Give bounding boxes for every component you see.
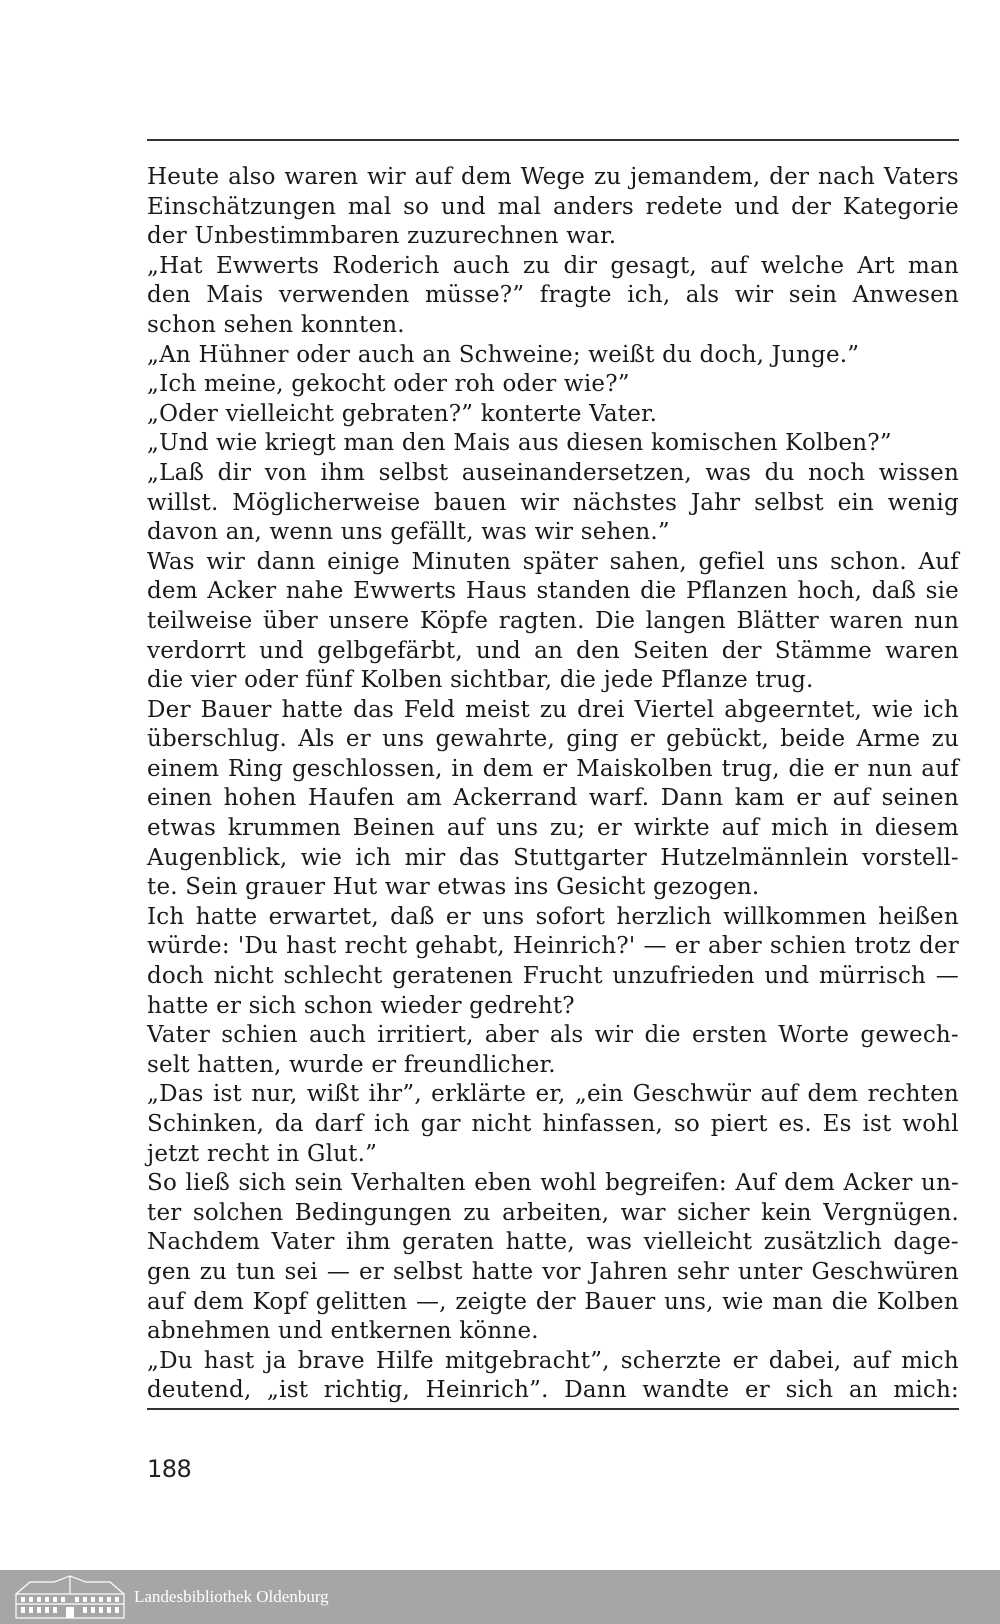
text-line: einen hohen Haufen am Ackerrand warf. Dann kam er auf seinen	[147, 785, 959, 812]
text-line: die vier oder fünf Kolben sichtbar, die jede Pflanze trug.	[147, 667, 814, 694]
text-line: Vater schien auch irritiert, aber als wir die ersten Worte gewech-	[147, 1022, 959, 1049]
text-line: etwas krummen Beinen auf uns zu; er wirkte auf mich in diesem	[147, 815, 959, 842]
text-line: „Hat Ewwerts Roderich auch zu dir gesagt, auf welche Art man	[147, 252, 959, 279]
text-line: „Oder vielleicht gebraten?” konterte Vater.	[147, 400, 658, 427]
text-line: So ließ sich sein Verhalten eben wohl begreifen: Auf dem Acker un-	[147, 1170, 959, 1197]
text-line: Der Bauer hatte das Feld meist zu drei Viertel abgeerntet, wie ich	[147, 696, 959, 723]
text-line: Augenblick, wie ich mir das Stuttgarter Hutzelmännlein vorstell-	[147, 844, 959, 871]
bottom-rule	[147, 1408, 959, 1410]
text-line: gen zu tun sei — er selbst hatte vor Jahren sehr unter Geschwüren	[147, 1258, 959, 1285]
text-line: jetzt recht in Glut.”	[147, 1140, 378, 1167]
text-line: deutend, „ist richtig, Heinrich”. Dann wandte er sich an mich:	[147, 1377, 959, 1404]
library-name: Landesbibliothek Oldenburg	[134, 1587, 329, 1606]
top-rule	[147, 139, 959, 141]
text-line: te. Sein grauer Hut war etwas ins Gesicht gezogen.	[147, 874, 760, 901]
text-line: doch nicht schlecht geratenen Frucht unzufrieden und mürrisch —	[147, 963, 959, 990]
text-line: den Mais verwenden müsse?” fragte ich, als wir sein Anwesen	[147, 282, 959, 309]
text-line: „Das ist nur, wißt ihr”, erklärte er, „ein Geschwür auf dem rechten	[147, 1081, 959, 1108]
text-line: auf dem Kopf gelitten —, zeigte der Bauer uns, wie man die Kolben	[147, 1288, 959, 1315]
text-line: schon sehen konnten.	[147, 311, 405, 338]
text-line: „Und wie kriegt man den Mais aus diesen komischen Kolben?”	[147, 430, 892, 457]
text-line: hatte er sich schon wieder gedreht?	[147, 992, 575, 1019]
text-line: Einschätzungen mal so und mal anders redete und der Kategorie	[147, 193, 959, 220]
library-building-logo	[12, 1574, 128, 1620]
text-line: „Du hast ja brave Hilfe mitgebracht”, scherzte er dabei, auf mich	[147, 1347, 959, 1374]
text-line: dem Acker nahe Ewwerts Haus standen die Pflanzen hoch, daß sie	[147, 578, 959, 605]
text-line: davon an, wenn uns gefällt, was wir sehen.”	[147, 519, 670, 546]
page-number: 188	[147, 1455, 192, 1483]
text-line: überschlug. Als er uns gewahrte, ging er gebückt, beide Arme zu	[147, 726, 959, 753]
text-line: ter solchen Bedingungen zu arbeiten, war sicher kein Vergnügen.	[147, 1199, 959, 1226]
text-line: willst. Möglicherweise bauen wir nächstes Jahr selbst ein wenig	[147, 489, 959, 516]
text-line: Nachdem Vater ihm geraten hatte, was vielleicht zusätzlich dage-	[147, 1229, 959, 1256]
text-line: einem Ring geschlossen, in dem er Maiskolben trug, die er nun auf	[147, 755, 959, 782]
body-text	[147, 163, 959, 1406]
text-line: „An Hühner oder auch an Schweine; weißt du doch, Junge.”	[147, 341, 860, 368]
text-line: Ich hatte erwartet, daß er uns sofort herzlich willkommen heißen	[147, 903, 959, 930]
text-line: würde: 'Du hast recht gehabt, Heinrich?' — er aber schien trotz der	[147, 933, 959, 960]
text-line: der Unbestimmbaren zuzurechnen war.	[147, 223, 617, 250]
text-line: Heute also waren wir auf dem Wege zu jemandem, der nach Vaters	[147, 164, 959, 190]
text-line: Schinken, da darf ich gar nicht hinfassen, so piert es. Es ist wohl	[147, 1111, 959, 1137]
text-line: Was wir dann einige Minuten später sahen, gefiel uns schon. Auf	[147, 548, 959, 575]
text-line: „Ich meine, gekocht oder roh oder wie?”	[147, 371, 630, 398]
text-line: abnehmen und entkernen könne.	[147, 1318, 539, 1345]
text-line: teilweise über unsere Köpfe ragten. Die langen Blätter waren nun	[147, 607, 959, 634]
library-footer	[0, 1570, 1000, 1624]
text-line: verdorrt und gelbgefärbt, und an den Seiten der Stämme waren	[147, 637, 959, 664]
text-line: selt hatten, wurde er freundlicher.	[147, 1051, 556, 1078]
text-line: „Laß dir von ihm selbst auseinandersetzen, was du noch wissen	[147, 459, 959, 486]
